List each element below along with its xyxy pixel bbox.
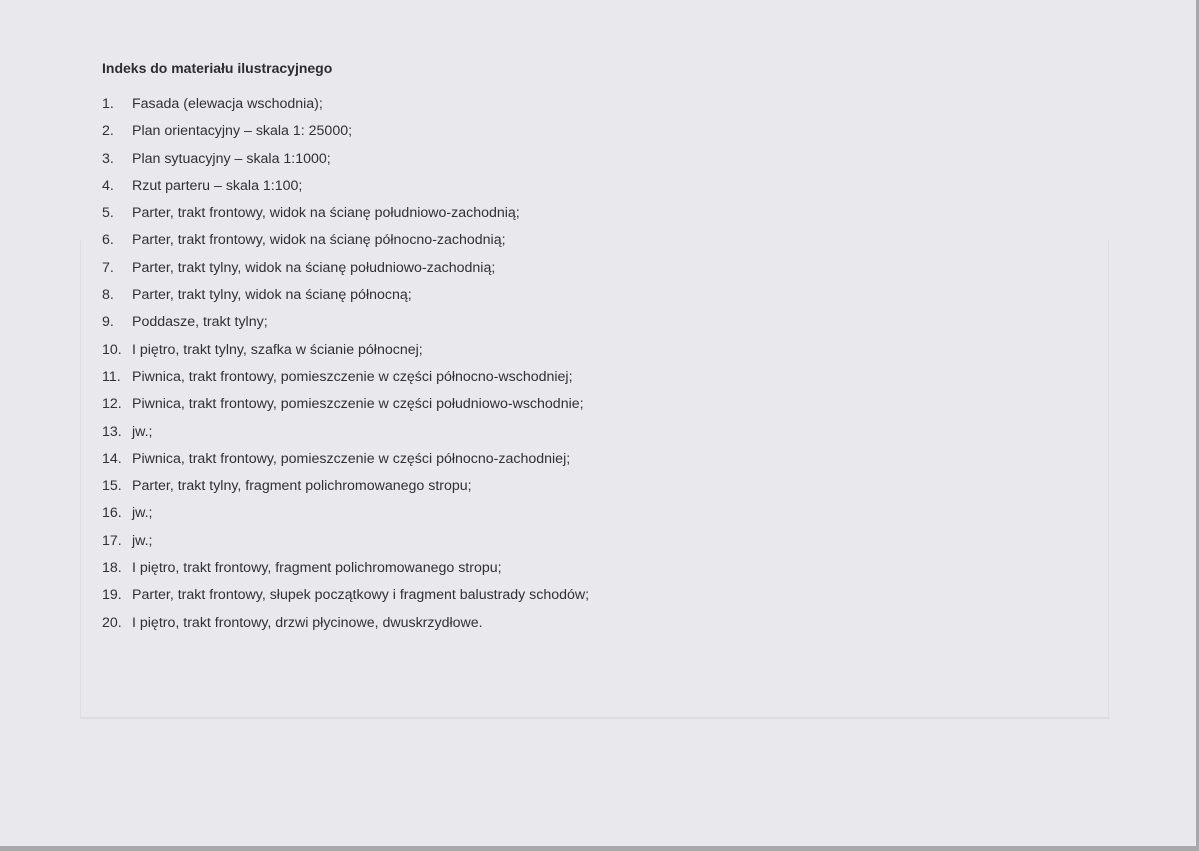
list-item <box>102 557 589 584</box>
list-item-number: 13. <box>102 423 122 440</box>
illustration-index-list <box>102 93 589 639</box>
list-item <box>102 366 589 393</box>
list-item-number: 19. <box>102 587 122 604</box>
list-item-text: Poddasze, trakt tylny; <box>132 314 268 331</box>
list-item-text: Fasada (elewacja wschodnia); <box>132 96 323 112</box>
list-item <box>102 530 589 557</box>
list-item <box>102 612 589 639</box>
list-item-text: Parter, trakt frontowy, słupek początkowy i fragment balustrady schodów; <box>132 587 590 604</box>
list-item-text: Parter, trakt tylny, fragment polichromowanego stropu; <box>132 478 472 495</box>
list-item-number: 7. <box>102 259 114 276</box>
bleed-through-line <box>80 717 1110 719</box>
list-item-number: 16. <box>102 505 122 522</box>
list-item-number: 9. <box>102 314 114 331</box>
list-item-number: 3. <box>102 150 114 167</box>
list-item-number: 8. <box>102 287 114 304</box>
list-item <box>102 502 589 529</box>
list-item-number: 12. <box>102 396 122 413</box>
list-item <box>102 448 589 475</box>
list-item-number: 14. <box>102 450 122 467</box>
list-item-text: Piwnica, trakt frontowy, pomieszczenie w części północno-zachodniej; <box>132 450 571 467</box>
list-item-text: Plan sytuacyjny – skala 1:1000; <box>132 150 331 167</box>
list-item-text: Piwnica, trakt frontowy, pomieszczenie w części południowo-wschodnie; <box>132 396 584 413</box>
list-item-number: 2. <box>102 123 114 140</box>
list-item <box>102 175 589 202</box>
list-item-text: Parter, trakt tylny, widok na ścianę północną; <box>132 287 412 304</box>
list-item-number: 17. <box>102 532 122 549</box>
list-item-number: 6. <box>102 232 114 249</box>
list-item-text: Plan orientacyjny – skala 1: 25000; <box>132 123 353 140</box>
list-item-number: 15. <box>102 478 122 495</box>
list-item-text: I piętro, trakt frontowy, fragment polichromowanego stropu; <box>132 560 502 577</box>
list-item-number: 4. <box>102 177 114 194</box>
list-item <box>102 584 589 611</box>
list-item-number: 11. <box>102 368 121 385</box>
list-item <box>102 393 589 420</box>
list-item-text: Parter, trakt tylny, widok na ścianę południowo-zachodnią; <box>132 259 496 276</box>
bleed-through-line <box>80 240 81 718</box>
list-item-text: Parter, trakt frontowy, widok na ścianę północno-zachodnią; <box>132 232 506 249</box>
page-title: Indeks do materiału ilustracyjnego <box>102 60 333 76</box>
list-item-text: jw.; <box>132 423 153 440</box>
list-item-number: 5. <box>102 205 114 222</box>
list-item-text: I piętro, trakt tylny, szafka w ścianie północnej; <box>132 341 423 358</box>
bleed-through-line <box>1108 240 1109 718</box>
list-item-text: Parter, trakt frontowy, widok na ścianę południowo-zachodnią; <box>132 205 520 222</box>
list-item-text: Rzut parteru – skala 1:100; <box>132 177 303 194</box>
list-item <box>102 311 589 338</box>
list-item <box>102 339 589 366</box>
list-item <box>102 421 589 448</box>
list-item <box>102 257 589 284</box>
list-item-text: I piętro, trakt frontowy, drzwi płycinowe, dwuskrzydłowe. <box>132 614 483 631</box>
list-item-number: 1. <box>102 96 114 112</box>
list-item <box>102 202 589 229</box>
list-item <box>102 93 589 120</box>
list-item-text: jw.; <box>132 505 153 522</box>
list-item-text: Piwnica, trakt frontowy, pomieszczenie w części północno-wschodniej; <box>132 368 573 385</box>
list-item <box>102 475 589 502</box>
list-item-text: jw.; <box>132 532 153 549</box>
list-item <box>102 120 589 147</box>
list-item <box>102 284 589 311</box>
list-item <box>102 148 589 175</box>
list-item-number: 10. <box>102 341 122 358</box>
list-item <box>102 229 589 256</box>
list-item-number: 20. <box>102 614 122 631</box>
list-item-number: 18. <box>102 560 122 577</box>
